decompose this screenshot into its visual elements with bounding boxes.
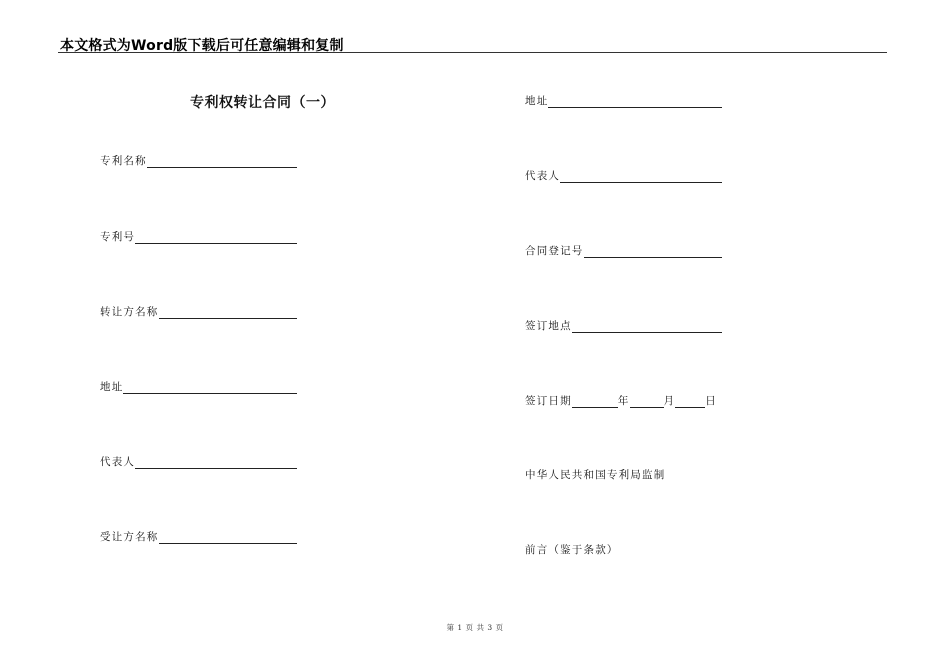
field-label: 受让方名称	[100, 531, 159, 543]
document-header-note: 本文格式为Word版下载后可任意编辑和复制	[60, 38, 344, 54]
fill-in-line[interactable]	[548, 95, 722, 108]
field-patent-name	[100, 152, 297, 168]
field-assignee-name	[100, 528, 297, 544]
year-label: 年	[617, 395, 630, 407]
fill-in-line[interactable]	[135, 456, 297, 469]
year-fill-line[interactable]	[572, 395, 618, 408]
field-label: 合同登记号	[525, 245, 584, 257]
document-title: 专利权转让合同（一）	[190, 95, 335, 111]
field-assignor-representative	[100, 453, 297, 469]
field-label: 专利号	[100, 231, 136, 243]
field-signing-location	[525, 317, 722, 333]
field-label: 地址	[525, 95, 549, 107]
fill-in-line[interactable]	[159, 306, 297, 319]
day-fill-line[interactable]	[675, 395, 705, 408]
fill-in-line[interactable]	[159, 531, 297, 544]
field-assignor-address	[100, 378, 297, 394]
month-label: 月	[663, 395, 676, 407]
day-label: 日	[705, 395, 717, 407]
field-assignor-name	[100, 303, 297, 319]
preface-heading: 前言（鉴于条款）	[525, 544, 619, 556]
page-indicator: 第 1 页 共 3 页	[446, 623, 504, 632]
field-label: 地址	[100, 381, 124, 393]
field-label: 代表人	[525, 170, 561, 182]
fill-in-line[interactable]	[147, 155, 297, 168]
fill-in-line[interactable]	[584, 245, 722, 258]
field-label: 代表人	[100, 456, 136, 468]
field-signing-date	[525, 392, 717, 408]
header-divider	[58, 52, 887, 53]
fill-in-line[interactable]	[560, 170, 722, 183]
field-assignee-representative	[525, 167, 722, 183]
field-contract-registration-number	[525, 242, 722, 258]
field-label: 签订日期	[525, 395, 572, 407]
supervision-note: 中华人民共和国专利局监制	[525, 469, 666, 481]
field-label: 转让方名称	[100, 306, 159, 318]
field-label: 签订地点	[525, 320, 572, 332]
month-fill-line[interactable]	[630, 395, 664, 408]
fill-in-line[interactable]	[135, 231, 297, 244]
field-label: 专利名称	[100, 155, 147, 167]
fill-in-line[interactable]	[572, 320, 722, 333]
fill-in-line[interactable]	[123, 381, 297, 394]
field-assignee-address	[525, 92, 722, 108]
field-patent-number	[100, 228, 297, 244]
